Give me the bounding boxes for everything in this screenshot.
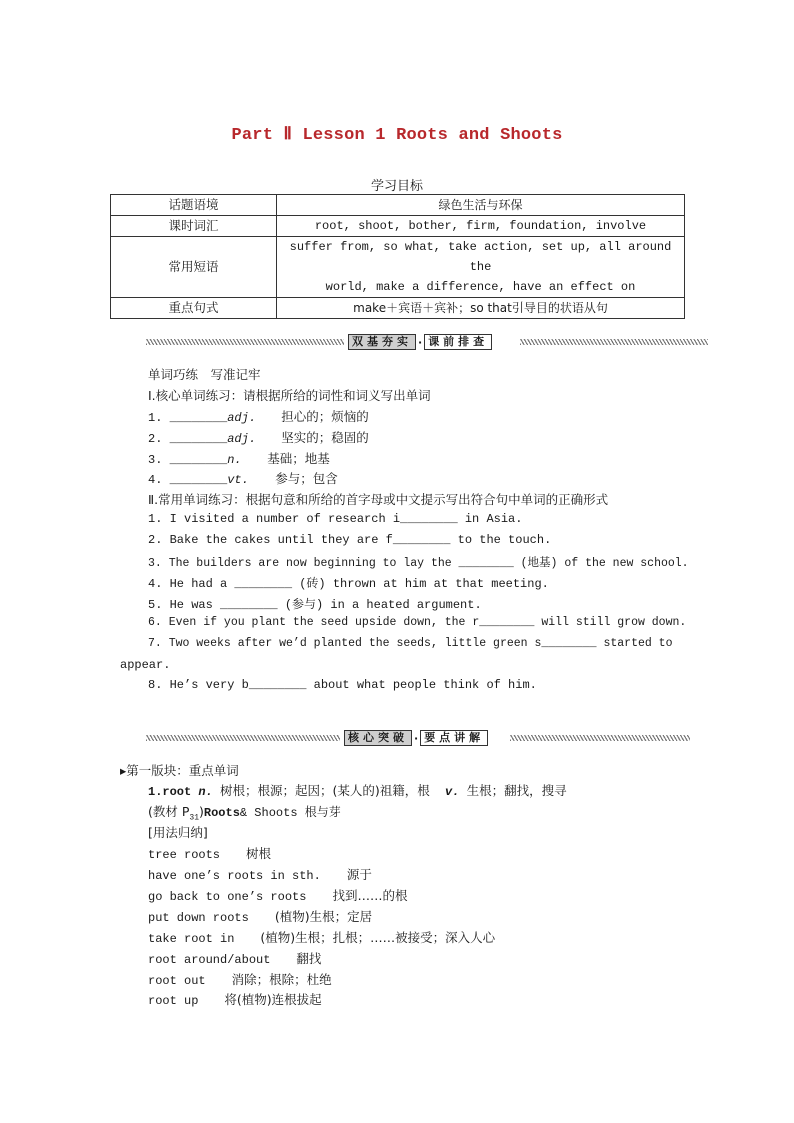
banner-hatch: [146, 735, 340, 741]
section-heading: 单词巧练 写准记牢: [148, 367, 261, 382]
textbook-reference: (教材 $P_{31})Roots\&$ Shoots 根与芽: [148, 804, 341, 823]
usage-item: go back to one’s roots 找到……的根: [148, 888, 408, 904]
exercise-sentence: 7. Two weeks after we’d planted the seeds, little green s________ started to: [148, 637, 673, 650]
part-title: Ⅰ.核心单词练习：请根据所给的词性和词义写出单词: [148, 388, 431, 403]
usage-item: put down roots (植物)生根；定居: [148, 909, 373, 925]
exercise-sentence: 6. Even if you plant the seed upside down, the r________ will still grow down.: [148, 616, 687, 629]
goal-value-line: world, make a difference, have an effect on: [325, 280, 636, 294]
usage-item: take root in (植物)生根；扎根；……被接受；深入人心: [148, 930, 496, 946]
banner-hatch: [510, 735, 690, 741]
vocab-item: 3. ________n. 基础；地基: [148, 451, 330, 467]
banner-left-box: 双基夯实: [348, 334, 416, 350]
usage-item: root out 消除；根除；杜绝: [148, 972, 332, 988]
goal-value: 绿色生活与环保: [277, 195, 685, 216]
goal-value: root, shoot, bother, firm, foundation, involve: [277, 216, 685, 237]
goal-value: make＋宾语＋宾补；so that引导目的状语从句: [277, 298, 685, 319]
banner-right-box: 课前排查: [424, 334, 492, 350]
usage-item: have one’s roots in sth. 源于: [148, 867, 372, 883]
goal-value-line: suffer from, so what, take action, set up, all around the: [289, 240, 672, 274]
goal-key: 话题语境: [111, 195, 277, 216]
exercise-sentence: 8. He’s very b________ about what people think of him.: [148, 678, 537, 692]
section-banner-core: [146, 730, 708, 746]
exercise-sentence: 2. Bake the cakes until they are f________ to the touch.: [148, 533, 552, 547]
banner-label: 核心突破 · 要点讲解: [344, 730, 488, 746]
usage-item: root around/about 翻找: [148, 951, 322, 967]
banner-left-box: 核心突破: [344, 730, 412, 746]
table-row: [111, 237, 685, 298]
table-row: [111, 195, 685, 216]
vocab-item: 2. ________adj. 坚实的；稳固的: [148, 430, 369, 446]
exercise-sentence-continued: appear.: [120, 658, 171, 672]
usage-item: tree roots 树根: [148, 846, 272, 862]
exercise-sentence: 1. I visited a number of research i________ in Asia.: [148, 512, 523, 526]
goal-key: 重点句式: [111, 298, 277, 319]
lesson-title: Part Ⅱ Lesson 1 Roots and Shoots: [231, 126, 563, 145]
block-title: ▸第一版块：重点单词: [120, 763, 239, 778]
goals-caption: 学习目标: [370, 179, 423, 194]
usage-title: [用法归纳]: [148, 825, 208, 840]
banner-hatch: [146, 339, 344, 345]
vocab-item: 4. ________vt. 参与；包含: [148, 471, 338, 487]
exercise-sentence: 3. The builders are now beginning to lay the ________ (地基) of the new school.: [148, 557, 689, 570]
goal-key: 常用短语: [111, 237, 277, 298]
goal-value: [277, 237, 685, 298]
table-row: [111, 298, 685, 319]
exercise-sentence: 4. He had a ________ (砖) thrown at him at that meeting.: [148, 577, 549, 591]
part-title: Ⅱ.常用单词练习：根据句意和所给的首字母或中文提示写出符合句中单词的正确形式: [148, 492, 609, 507]
table-row: [111, 216, 685, 237]
section-banner-basics: [146, 334, 708, 350]
goal-key: 课时词汇: [111, 216, 277, 237]
banner-right-box: 要点讲解: [420, 730, 488, 746]
banner-hatch: [520, 339, 708, 345]
banner-label: 双基夯实 · 课前排查: [348, 334, 492, 350]
learning-goals-table: [110, 194, 685, 319]
usage-item: root up 将(植物)连根拔起: [148, 992, 322, 1008]
vocab-item: 1. ________adj. 担心的；烦恼的: [148, 409, 369, 425]
word-entry: 1.root n. 树根；根源；起因；(某人的)祖籍，根 v. 生根；翻找，搜寻: [148, 783, 567, 799]
exercise-sentence: 5. He was ________ (参与) in a heated argument.: [148, 598, 482, 612]
